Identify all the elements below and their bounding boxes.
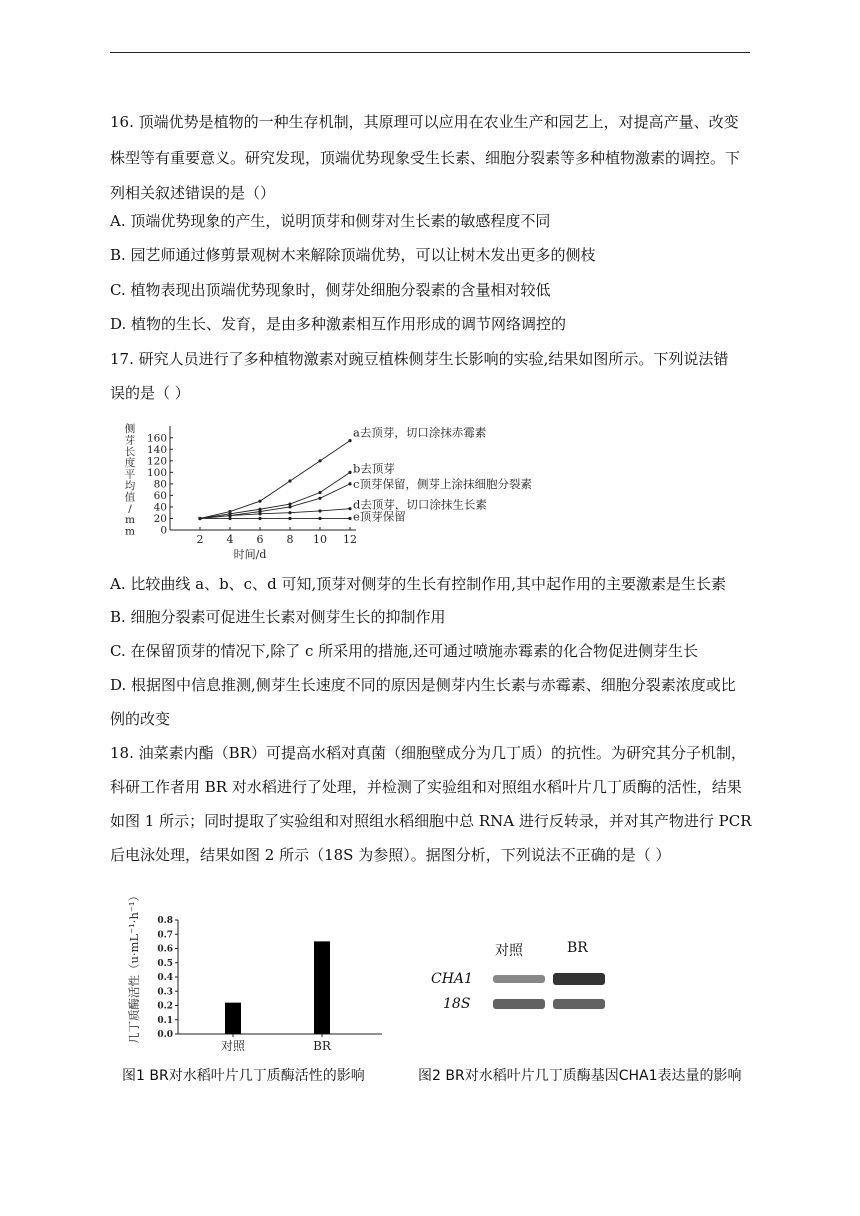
data-point	[318, 491, 321, 494]
series-label: c顶芽保留，侧芽上涂抹细胞分裂素	[353, 476, 532, 491]
q18-line-2: 科研工作者用 BR 对水稻进行了处理，并检测了实验组和对照组水稻叶片几丁质酶的活性，结果	[110, 778, 742, 796]
series-line	[200, 472, 350, 518]
q17-option-a: A. 比较曲线 a、b、c、d 可知,顶芽对侧芽的生长有控制作用,其中起作用的主要激素是生长素	[110, 575, 726, 593]
data-point	[318, 459, 321, 462]
y-tick-label: 0.3	[157, 987, 173, 998]
y-tick-label: 0.2	[157, 1001, 173, 1012]
data-point	[288, 511, 291, 514]
y-tick-label: 0.4	[157, 973, 173, 983]
figure-2-caption: 图2 BR对水稻叶片几丁质酶基因CHA1表达量的影响	[418, 1068, 742, 1084]
q18-line-3: 如图 1 所示；同时提取了实验组和对照组水稻细胞中总 RNA 进行反转录，并对其产物进行 PCR	[110, 812, 752, 830]
chitinase-activity-bar-chart	[122, 882, 422, 1062]
y-axis-label-char: 芽	[124, 434, 136, 447]
series-label: b去顶芽	[353, 461, 395, 476]
data-point	[288, 502, 291, 505]
y-axis-label-char: 度	[124, 457, 136, 470]
gel-row-label: CHA1	[431, 971, 473, 987]
y-tick-label: 100	[146, 466, 167, 479]
data-point	[348, 482, 351, 485]
y-tick-label: 120	[146, 455, 167, 468]
y-axis-label-char: /	[128, 502, 132, 515]
bar	[225, 1003, 241, 1034]
gel-band	[493, 975, 545, 983]
y-tick-label: 20	[153, 512, 167, 525]
q16-option-c: C. 植物表现出顶端优势现象时，侧芽处细胞分裂素的含量相对较低	[110, 281, 551, 299]
q16-line-2: 株型等有重要意义。研究发现，顶端优势现象受生长素、细胞分裂素等多种植物激素的调控。下	[110, 149, 741, 167]
y-axis-label-char: 平	[124, 468, 136, 481]
data-point	[318, 509, 321, 512]
y-axis-label-char: m	[125, 525, 135, 538]
q17-line-1: 17. 研究人员进行了多种植物激素对豌豆植株侧芽生长影响的实验,结果如图所示。下列说法错	[110, 350, 729, 368]
gel-band	[553, 973, 605, 985]
bar	[314, 941, 330, 1034]
header-rule	[110, 52, 750, 53]
q16-line-1: 16. 顶端优势是植物的一种生存机制，其原理可以应用在农业生产和园艺上，对提高产量、改变	[110, 113, 739, 131]
y-tick-label: 140	[146, 443, 167, 456]
q18-line-1: 18. 油菜素内酯（BR）可提高水稻对真菌（细胞壁成分为几丁质）的抗性。为研究其分子机制，	[110, 744, 746, 762]
gel-lane-label: 对照	[495, 943, 523, 959]
electrophoresis-gel	[425, 940, 625, 1030]
q17-option-d-line-1: D. 根据图中信息推测,侧芽生长速度不同的原因是侧芽内生长素与赤霉素、细胞分裂素浓度或比	[110, 676, 736, 694]
y-tick-label: 0.5	[157, 958, 173, 969]
y-tick-label: 40	[153, 501, 167, 514]
x-axis-label: 时间/d	[233, 548, 267, 561]
y-axis-label-char: 值	[124, 491, 136, 504]
data-point	[288, 505, 291, 508]
data-point	[258, 500, 261, 503]
q16-option-b: B. 园艺师通过修剪景观树木来解除顶端优势，可以让树木发出更多的侧枝	[110, 246, 596, 264]
data-point	[318, 497, 321, 500]
x-tick-label: 对照	[220, 1039, 246, 1053]
y-tick-label: 0.0	[157, 1030, 173, 1040]
x-tick-label: 4	[226, 533, 234, 546]
q17-option-d-line-2: 例的改变	[110, 710, 171, 728]
x-tick-label: 8	[286, 533, 294, 546]
data-point	[258, 512, 261, 515]
q17-line-2: 误的是（ ）	[110, 384, 190, 402]
q16-option-d: D. 植物的生长、发育，是由多种激素相互作用形成的调节网络调控的	[110, 315, 567, 333]
series-label: e顶芽保留	[353, 509, 406, 524]
gel-lane-label: BR	[567, 940, 588, 956]
q16-option-a: A. 顶端优势现象的产生，说明顶芽和侧芽对生长素的敏感程度不同	[110, 212, 551, 230]
y-axis-label-char: m	[125, 514, 135, 527]
data-point	[228, 517, 231, 520]
data-point	[288, 517, 291, 520]
y-axis-label: 几丁质酶活性（u·mL⁻¹·h⁻¹）	[127, 889, 141, 1044]
data-point	[228, 514, 231, 517]
x-tick-label: BR	[313, 1039, 331, 1053]
data-point	[258, 517, 261, 520]
y-tick-label: 0	[160, 524, 167, 537]
data-point	[348, 507, 351, 510]
y-axis-label-char: 长	[124, 445, 136, 458]
gel-band	[553, 999, 605, 1009]
y-axis-label-char: 均	[124, 480, 136, 492]
data-point	[348, 517, 351, 520]
y-tick-label: 160	[146, 432, 167, 445]
data-point	[318, 517, 321, 520]
gel-row-label: 18S	[443, 996, 471, 1012]
x-tick-label: 10	[313, 533, 327, 546]
x-tick-label: 6	[256, 533, 264, 546]
y-tick-label: 60	[153, 489, 167, 502]
y-tick-label: 80	[153, 478, 167, 491]
data-point	[348, 439, 351, 442]
series-label: a去顶芽，切口涂抹赤霉素	[353, 425, 487, 440]
x-tick-label: 12	[343, 533, 357, 546]
q17-option-c: C. 在保留顶芽的情况下,除了 c 所采用的措施,还可通过喷施赤霉素的化合物促进侧芽生长	[110, 642, 698, 660]
q17-option-b: B. 细胞分裂素可促进生长素对侧芽生长的抑制作用	[110, 608, 446, 626]
q16-line-3: 列相关叙述错误的是（）	[110, 184, 276, 202]
y-tick-label: 0.7	[157, 930, 173, 941]
y-tick-label: 0.6	[157, 944, 173, 955]
y-axis-label-char: 侧	[124, 423, 136, 435]
y-tick-label: 0.1	[157, 1015, 173, 1026]
figure-1-caption: 图1 BR对水稻叶片几丁质酶活性的影响	[122, 1068, 365, 1084]
gel-band	[493, 999, 545, 1009]
side-bud-growth-line-chart	[118, 418, 608, 563]
x-tick-label: 2	[196, 533, 204, 546]
data-point	[288, 479, 291, 482]
data-point	[348, 471, 351, 474]
data-point	[198, 517, 201, 520]
y-tick-label: 0.8	[157, 916, 173, 926]
q18-line-4: 后电泳处理，结果如图 2 所示（18S 为参照）。据图分析，下列说法不正确的是（ ）	[110, 846, 671, 864]
series-label: d去顶芽，切口涂抹生长素	[353, 497, 487, 512]
